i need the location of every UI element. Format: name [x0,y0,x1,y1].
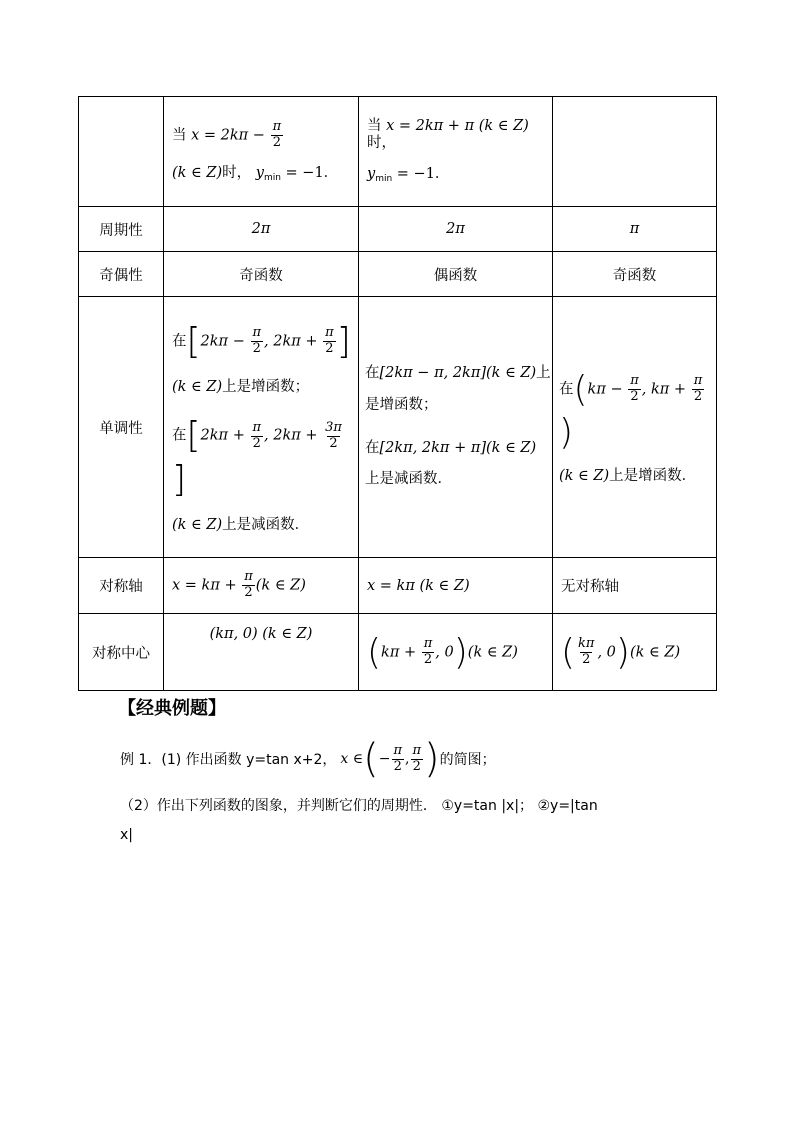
condition-k-in-z: (k ∈ Z) [255,577,306,594]
cell-min-cos [359,97,553,207]
cell-center-2: (kπ + $\frac{\pi}{2}$ , 0)(k ∈ Z) [359,614,553,691]
fraction-pi-over-2: $\frac{\pi}{2}$ [252,419,262,451]
interval-left: kπ − [587,381,628,398]
row-label-axis: 对称轴 [79,558,164,614]
fraction-pi-over-2: $\frac{\pi}{2}$ [393,742,403,774]
condition-k-in-z: (k ∈ Z) [172,516,223,533]
section-heading: 【经典例题】 [118,698,226,719]
formula-x-eq: x = 2kπ + π (k ∈ Z) [386,117,529,134]
cell-parity-2: 偶函数 [359,252,553,297]
condition-k-in-z: (k ∈ Z) [486,440,537,456]
text-zai: 在 [172,428,187,444]
cell-period-3: π [553,207,717,252]
table-row-center [79,614,717,691]
fraction-pi-over-2: $\frac{\pi}{2}$ [423,635,433,667]
example-1-part-2: （2）作出下列函数的图象，并判断它们的周期性． ①y=tan |x|； ②y=|tan [120,798,598,814]
table-row-axis [79,558,717,614]
condition-k-in-z: (k ∈ Z) [486,365,537,382]
fraction-3pi-over-2: $\frac{3\pi}{2}$ [325,419,342,451]
interval-right: , 2kπ + [264,428,323,444]
table-row-monotonicity [79,297,717,558]
y-min-subscript: min [263,172,281,183]
text-shang: 上 [536,365,551,382]
example-1-text: 例 1．(1) 作出函数 y=tan x+2， [120,752,337,768]
cell-mono-cos [359,297,553,558]
table-row-minimum [79,97,717,207]
interval: [2kπ, 2kπ + π] [379,440,487,456]
example-1-part-2-cont: x| [120,827,134,843]
text-decreasing: 上是减函数． [365,471,452,488]
condition-k-in-z: (k ∈ Z) [467,644,518,660]
y-min-value: = −1． [392,166,450,183]
fraction-pi-over-2: $\frac{\pi}{2}$ [252,324,262,356]
interval-left: 2kπ − [200,333,250,350]
fraction-pi-over-2: $\frac{\pi}{2}$ [244,569,253,600]
fraction-pi-over-2: $\frac{\pi}{2}$ [630,373,639,405]
fraction-kpi-over-2: $\frac{k\pi}{2}$ [578,635,595,667]
text-decreasing: 上是减函数． [222,516,310,533]
row-label-periodicity: 周期性 [79,207,164,252]
y-min-value: = −1． [280,164,339,181]
row-label-center: 对称中心 [79,614,164,691]
interval-left: 2kπ + [200,428,250,444]
center-x: kπ + [381,644,421,660]
condition-k-in-z: (k ∈ Z) [172,379,223,396]
fraction-pi-over-2: $\frac{\pi}{2}$ [693,373,703,405]
cell-axis-none: 无对称轴 [553,558,717,614]
text-when: 当 [172,127,187,144]
condition-k-in-z: (k ∈ Z) [559,468,610,485]
example-1-part-1: 例 1．(1) 作出函数 y=tan x+2， x ∈ ( − $\frac{\pi}{2}$ , $\frac{\pi}{2}$ ) 的简图； [120,736,496,782]
cell-axis-tan [164,558,359,614]
cell-center-3: ( $\frac{k\pi}{2}$ , 0)(k ∈ Z) [553,614,717,691]
fraction-pi-over-2: $\frac{\pi}{2}$ [412,742,422,774]
properties-table [78,96,717,691]
text-shi: 时， [367,135,396,152]
row-label-empty [79,97,164,207]
cell-center-1: (kπ, 0) (k ∈ Z) [164,614,359,691]
cell-min-empty [553,97,717,207]
row-label-monotonicity: 单调性 [79,297,164,558]
y-min: y [255,164,264,181]
minus-sign: − [378,751,391,767]
formula-x-eq: x = 2kπ − [191,127,270,144]
text-zai: 在 [559,381,574,398]
interval: [2kπ − π, 2kπ] [379,365,487,382]
domain-x: x ∈ [340,751,364,767]
condition-k-in-z: (k ∈ Z) [172,164,223,181]
y-min-subscript: min [375,174,393,185]
interval-right: , 2kπ + [264,333,323,350]
text-when: 当 [367,117,382,134]
text-increasing: 上是增函数． [609,468,697,485]
table-row-parity [79,252,717,297]
example-1-suffix: 的简图； [439,752,496,768]
cell-period-2: 2π [359,207,553,252]
fraction-pi-over-2: $\frac{\pi}{2}$ [325,324,334,356]
cell-mono-tan-fn: 在(kπ − $\frac{\pi}{2}$ , kπ + $\frac{\pi}{2}$ ) (k ∈ Z)上是增函数． [553,297,717,558]
text-zai: 在 [172,333,187,350]
table-row-periodicity [79,207,717,252]
cell-parity-1: 奇函数 [164,252,359,297]
formula-axis: x = kπ + [172,577,242,594]
interval-right: , kπ + [641,381,691,398]
text-zai: 在 [365,440,380,456]
text-shi: 时， [222,164,252,181]
cell-parity-3: 奇函数 [553,252,717,297]
row-label-parity: 奇偶性 [79,252,164,297]
cell-period-1: 2π [164,207,359,252]
cell-mono-tan: 在[2kπ − $\frac{\pi}{2}$ , 2kπ + $\frac{\pi}{2}$ ] (k ∈ Z)上是增函数； 在[2kπ + $\frac{\pi}{2}$ , 2kπ + $\frac{3\pi}{2}$ ] (k ∈ Z)上是减函数． [164,297,359,558]
text-increasing: 是增函数； [365,396,438,413]
cell-min-tan [164,97,359,207]
text-zai: 在 [365,365,380,382]
y-min: y [367,166,376,183]
center-y: , 0 [597,644,616,660]
text-increasing: 上是增函数； [222,379,310,396]
center-y: , 0 [435,644,454,660]
fraction-pi-over-2: $\frac{\pi}{2}$ [272,118,282,150]
cell-axis-cos: x = kπ (k ∈ Z) [359,558,553,614]
condition-k-in-z: (k ∈ Z) [629,644,681,660]
